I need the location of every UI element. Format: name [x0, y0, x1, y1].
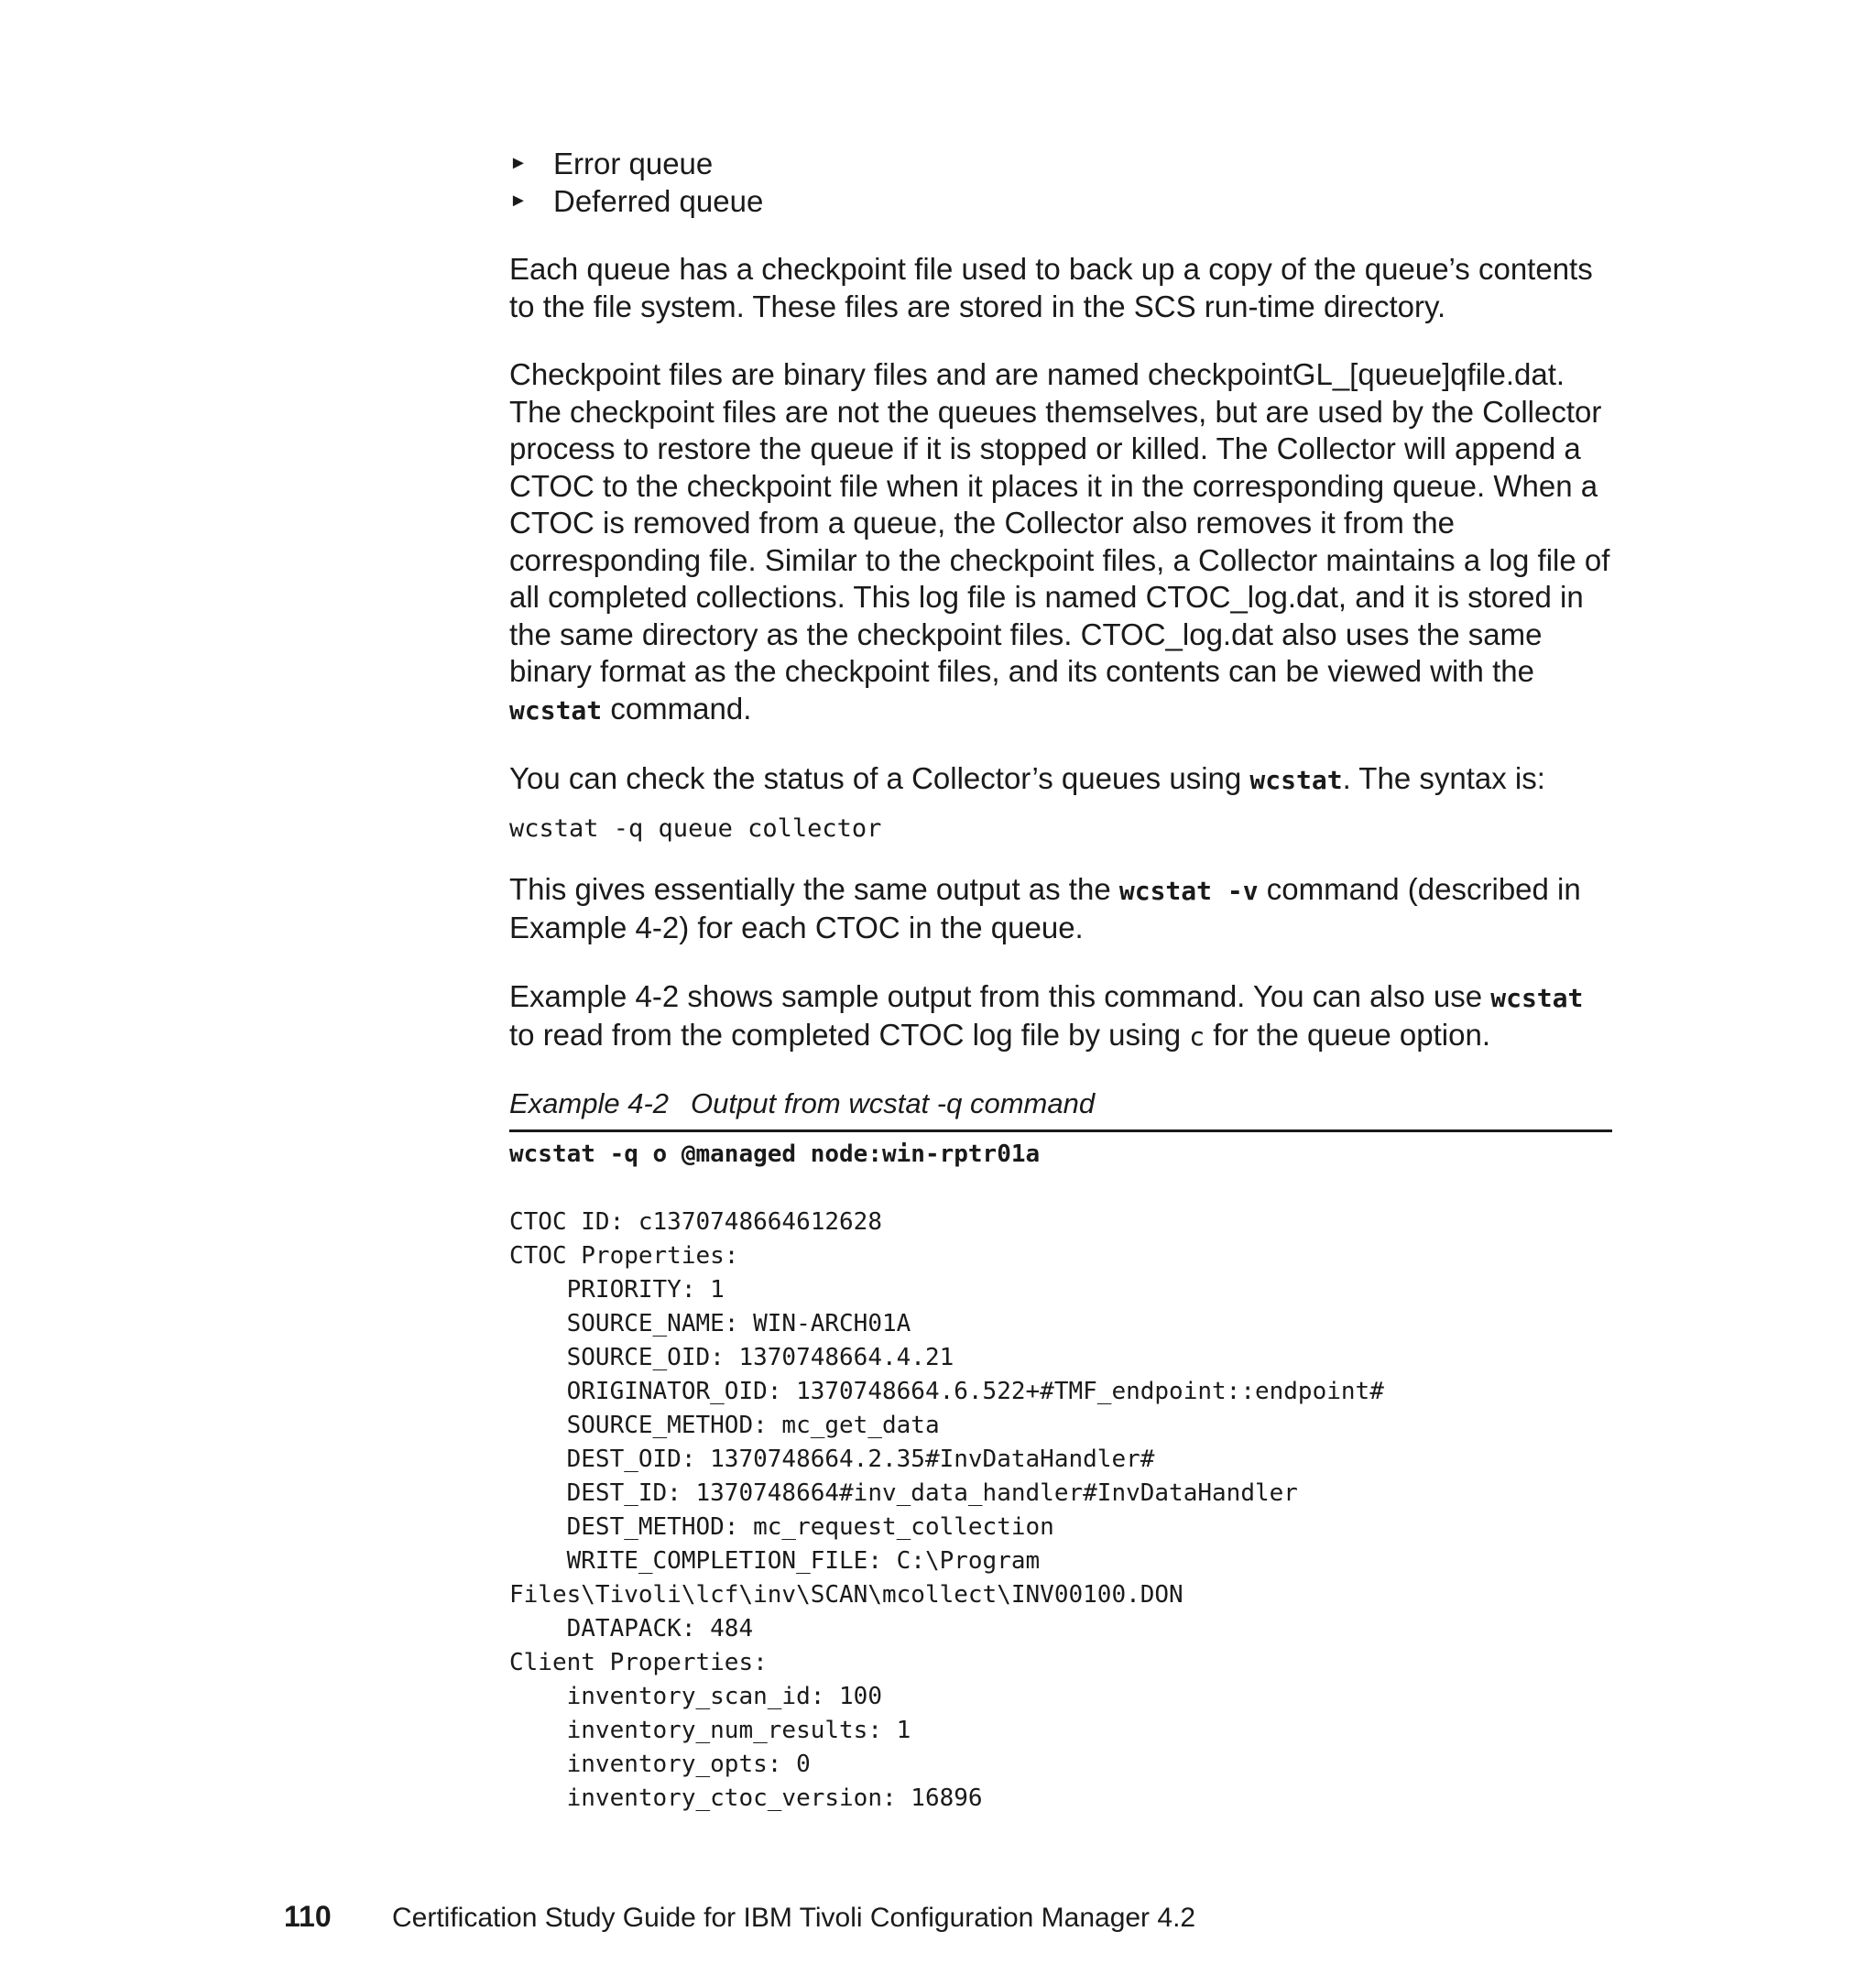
inline-command: wcstat [1490, 982, 1584, 1013]
list-item-text: Deferred queue [553, 184, 764, 218]
queue-list [509, 145, 1612, 220]
paragraph-output-description [509, 871, 1612, 947]
paragraph-checkpoint-files [509, 356, 1612, 729]
paragraph-text: command (described in Example 4-2) for each CTOC in the queue. [509, 871, 1581, 944]
paragraph-example-reference [509, 978, 1612, 1056]
paragraph-text: You can check the status of a Collector’s queues using [509, 761, 1250, 795]
list-item [509, 145, 1612, 182]
paragraph-text: Example 4-2 shows sample output from this command. You can also use [509, 978, 1491, 1013]
bullet-arrow-icon: ► [509, 153, 528, 173]
example-title: Output from wcstat -q command [691, 1086, 1096, 1119]
paragraph-checkpoint-intro: Each queue has a checkpoint file used to back up a copy of the queue’s contents to the file system. These files are stored in the SCS run-time directory. [509, 252, 1593, 323]
list-item [509, 182, 1612, 220]
paragraph-text: to read from the completed CTOC log file by using [509, 1018, 1190, 1052]
paragraph-text: for the queue option. [1205, 1018, 1491, 1052]
caption-rule [509, 1129, 1612, 1132]
page-footer [284, 1900, 1195, 1934]
paragraph-text: This gives essentially the same output as the [509, 871, 1119, 906]
page-content [509, 145, 1612, 1816]
bullet-arrow-icon: ► [509, 191, 528, 211]
paragraph-text: . The syntax is: [1342, 761, 1545, 795]
example-command: wcstat -q o @managed node:win-rptr01a [509, 1140, 1041, 1168]
inline-command: wcstat [509, 694, 603, 726]
list-item-text: Error queue [553, 147, 714, 180]
example-output: CTOC ID: c1370748664612628 CTOC Properties: PRIORITY: 1 SOURCE_NAME: WIN-ARCH01A SOURCE_OID: 1370748664.4.21 ORIGINATOR_OID: 1370748664.6.522+#TMF_endpoint::endpoint# SOURCE_METHOD: mc_get_data DEST_OID: 1370748664.2.35#InvDataHandler# DEST_ID: 1370748664#inv_data_handler#InvDataHandler DEST_METHOD: mc_request_collection WRITE_COMPLETION_FILE: C:\Program Files\Tivoli\lcf\inv\SCAN\mcollect\INV00100.DON DATAPACK: 484 Client Properties: inventory_scan_id: 100 inventory_num_results: 1 inventory_opts: 0 inventory_ctoc_version: 16896 [509, 1207, 1384, 1812]
inline-command: wcstat -v [1118, 875, 1259, 906]
inline-command: wcstat [1249, 765, 1343, 795]
syntax-line: wcstat -q queue collector [509, 813, 882, 843]
inline-code: c [1189, 1021, 1205, 1052]
example-caption [509, 1086, 1612, 1122]
book-title: Certification Study Guide for IBM Tivoli Configuration Manager 4.2 [392, 1903, 1196, 1933]
example-label: Example 4-2 [509, 1086, 670, 1119]
page-number: 110 [284, 1900, 332, 1933]
paragraph-text: Checkpoint files are binary files and are named checkpointGL_[queue]qfile.dat. The checkpoint files are not the queues themselves, but are used by the Collector process to restore the queue if it is stopped or killed. The Collector will append a CTOC to the checkpoint file when it places it in the corresponding queue. When a CTOC is removed from a queue, the Collector also removes it from the corresponding file. Similar to the checkpoint files, a Collector maintains a log file of all completed collections. This log file is named CTOC_log.dat, and it is stored in the same directory as the checkpoint files. CTOC_log.dat also uses the same binary format as the checkpoint files, and its contents can be viewed with the [509, 357, 1610, 688]
paragraph-queue-status [509, 760, 1612, 800]
paragraph-text: command. [602, 691, 752, 726]
